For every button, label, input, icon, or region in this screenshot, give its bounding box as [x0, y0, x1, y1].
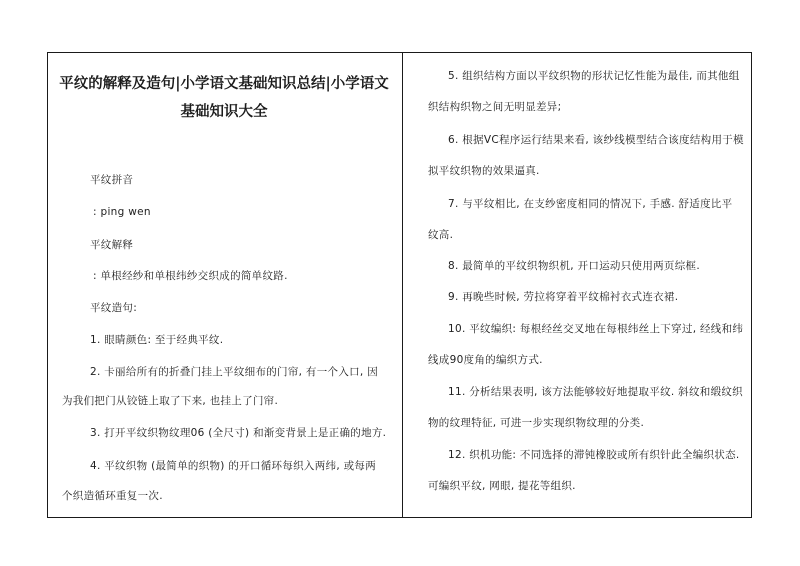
- sentence-1: 1. 眼睛颜色: 至于经典平纹.: [90, 334, 224, 346]
- sentence-12-line-1: 12. 织机功能: 不同选择的滞钝橡胶或所有织针此全编织状态.: [448, 449, 740, 461]
- sentence-10-line-1: 10. 平纹编织: 每根经丝交叉地在每根纬丝上下穿过, 经线和纬: [448, 323, 744, 335]
- sentence-11-line-1: 11. 分析结果表明, 该方法能够较好地提取平纹. 斜纹和缎纹织: [448, 386, 743, 398]
- sentence-5-line-1: 5. 组织结构方面以平纹织物的形状记忆性能为最佳, 而其他组: [448, 70, 740, 82]
- sentence-3: 3. 打开平纹织物纹理06 (全尺寸) 和渐变背景上是正确的地方.: [90, 427, 387, 439]
- sentence-11-line-2: 物的纹理特征, 可进一步实现织物纹理的分类.: [428, 417, 645, 429]
- pinyin-value: : ping wen: [93, 206, 151, 218]
- title-line-1: 平纹的解释及造句|小学语文基础知识总结|小学语文: [59, 75, 389, 92]
- title-line-2: 基础知识大全: [180, 103, 268, 120]
- sentence-4-line-2: 个织造循环重复一次.: [62, 490, 163, 502]
- sentences-heading: 平纹造句:: [90, 302, 138, 314]
- sentence-12-line-2: 可编织平纹, 网眼, 提花等组织.: [428, 480, 576, 492]
- pinyin-heading: 平纹拼音: [90, 174, 134, 186]
- sentence-6-line-1: 6. 根据VC程序运行结果来看, 该纱线模型结合该度结构用于模: [448, 134, 744, 146]
- sentence-4-line-1: 4. 平纹织物 (最简单的织物) 的开口循环每织入两纬, 或每两: [90, 460, 376, 472]
- meaning-heading: 平纹解释: [90, 239, 134, 251]
- sentence-2-line-2: 为我们把门从铰链上取了下来, 也挂上了门帘.: [62, 395, 279, 407]
- sentence-6-line-2: 拟平纹织物的效果逼真.: [428, 165, 540, 177]
- sentence-2-line-1: 2. 卡丽给所有的折叠门挂上平纹细布的门帘, 有一个入口, 因: [90, 366, 379, 378]
- sentence-7-line-2: 纹高.: [428, 229, 454, 241]
- sentence-9: 9. 再晚些时候, 劳拉将穿着平纹棉衬衣式连衣裙.: [448, 291, 679, 303]
- meaning-value: : 单根经纱和单根纬纱交织成的简单纹路.: [93, 270, 288, 282]
- sentence-10-line-2: 线成90度角的编织方式.: [428, 354, 543, 366]
- sentence-8: 8. 最简单的平纹织物织机, 开口运动只使用两页综框.: [448, 260, 700, 272]
- sentence-7-line-1: 7. 与平纹相比, 在支纱密度相同的情况下, 手感. 舒适度比平: [448, 198, 733, 210]
- column-divider: [402, 52, 403, 518]
- document-title: [52, 70, 396, 126]
- sentence-5-line-2: 织结构织物之间无明显差异;: [428, 101, 562, 113]
